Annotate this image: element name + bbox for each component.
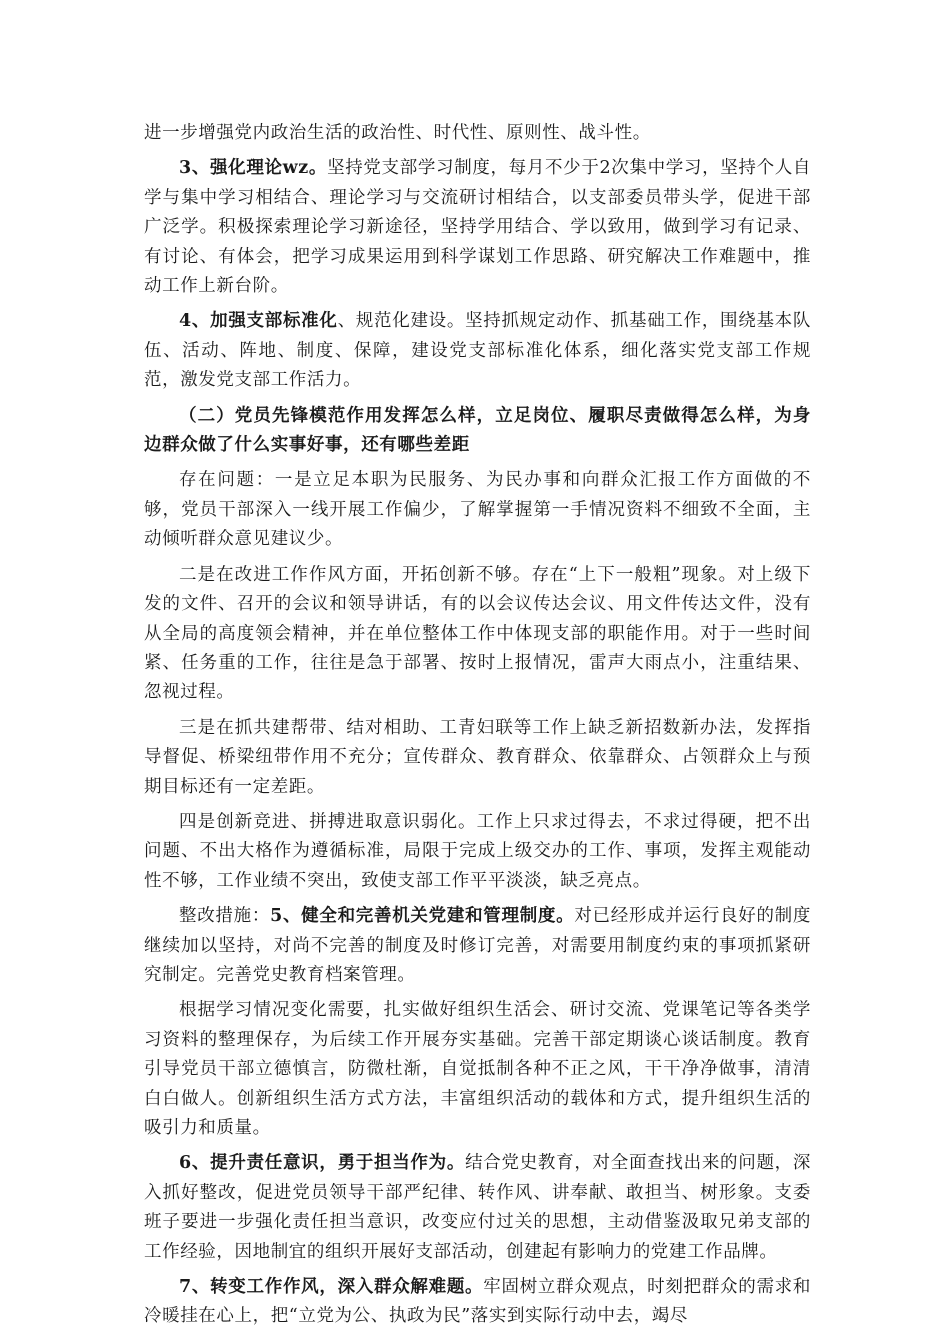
item-title: 4、加强支部标准化 <box>179 311 338 332</box>
paragraph-problem-3 <box>144 714 811 802</box>
item-title: 3、强化理论wz。 <box>179 158 328 179</box>
paragraph-item-7 <box>144 1273 811 1332</box>
paragraph-text: 四是创新竞进、拼搏进取意识弱化。工作上只求过得去，不求过得硬，把不出问题、不出大格作为遵循标准，局限于完成上级交办的工作、事项，发挥主观能动性不够，工作业绩不突出，致使支部工作平平淡淡，缺乏亮点。 <box>144 811 811 891</box>
paragraph-item-3 <box>144 154 811 301</box>
paragraph-continuation <box>144 119 811 148</box>
item-title: 5、健全和完善机关党建和管理制度。 <box>270 906 575 927</box>
paragraph-problem-2 <box>144 561 811 708</box>
paragraph-item-4 <box>144 307 811 395</box>
paragraph-text: 坚持党支部学习制度，每月不少于2次集中学习，坚持个人自学与集中学习相结合、理论学习与交流研讨相结合，以支部委员带头学，促进干部广泛学。积极探索理论学习新途径，坚持学用结合、学以致用，做到学习有记录、有讨论、有体会，把学习成果运用到科学谋划工作思路、研究解决工作难题中，推动工作上新台阶。 <box>144 158 811 297</box>
paragraph-measure-5-cont <box>144 996 811 1143</box>
paragraph-text: 根据学习情况变化需要，扎实做好组织生活会、研讨交流、党课笔记等各类学习资料的整理保存，为后续工作开展夯实基础。完善干部定期谈心谈话制度。教育引导党员干部立德慎言，防微杜渐，自觉抵制各种不正之风，干干净净做事，清清白白做人。创新组织生活方式方法，丰富组织活动的载体和方式，提升组织生活的吸引力和质量。 <box>144 1000 811 1138</box>
paragraph-problem-1 <box>144 466 811 554</box>
paragraph-prefix: 整改措施： <box>179 906 271 927</box>
paragraph-text: 对已经形成并运行良好的制度继续加以坚持，对尚不完善的制度及时修订完善，对需要用制度约束的事项抓紧研究制定。完善党史教育档案管理。 <box>144 906 811 985</box>
paragraph-text: 结合党史教育，对全面查找出来的问题，深入抓好整改，促进党员领导干部严纪律、转作风、讲奉献、敢担当、树形象。支委班子要进一步强化责任担当意识，改变应付过关的思想，主动借鉴汲取兄弟支部的工作经验，因地制宜的组织开展好支部活动，创建起有影响力的党建工作品牌。 <box>144 1153 811 1262</box>
paragraph-text: 进一步增强党内政治生活的政治性、时代性、原则性、战斗性。 <box>144 123 651 143</box>
paragraph-text: 存在问题：一是立足本职为民服务、为民办事和向群众汇报工作方面做的不够，党员干部深入一线开展工作偏少，了解掌握第一手情况资料不细致不全面，主动倾听群众意见建议少。 <box>144 470 811 550</box>
paragraph-measure-5 <box>144 902 811 990</box>
item-title: 7、转变工作作风，深入群众解难题。 <box>179 1277 484 1298</box>
paragraph-item-6 <box>144 1149 811 1267</box>
paragraph-text: 牢固树立群众观点，时刻把群众的需求和冷暖挂在心上，把“立党为公、执政为民”落实到实际行动中去，竭尽 <box>144 1277 811 1327</box>
item-title: 6、提升责任意识，勇于担当作为。 <box>179 1153 466 1174</box>
paragraph-text: 二是在改进工作作风方面，开拓创新不够。存在“上下一般粗”现象。对上级下发的文件、召开的会议和领导讲话，有的以会议传达会议、用文件传达文件，没有从全局的高度领会精神，并在单位整体工作中体现支部的职能作用。对于一些时间紧、任务重的工作，往往是急于部署、按时上报情况，雷声大雨点小，注重结果、忽视过程。 <box>144 564 811 703</box>
document-body <box>144 119 811 1338</box>
paragraph-text: 、规范化建设。坚持抓规定动作、抓基础工作，围绕基本队伍、活动、阵地、制度、保障，建设党支部标准化体系，细化落实党支部工作规范，激发党支部工作活力。 <box>144 311 811 391</box>
paragraph-problem-4 <box>144 808 811 896</box>
section-heading: （二）党员先锋模范作用发挥怎么样，立足岗位、履职尽责做得怎么样，为身边群众做了什么实事好事，还有哪些差距 <box>144 405 811 456</box>
paragraph-text: 三是在抓共建帮带、结对相助、工青妇联等工作上缺乏新招数新办法，发挥指导督促、桥梁纽带作用不充分；宣传群众、教育群众、依靠群众、占领群众上与预期目标还有一定差距。 <box>144 717 811 797</box>
